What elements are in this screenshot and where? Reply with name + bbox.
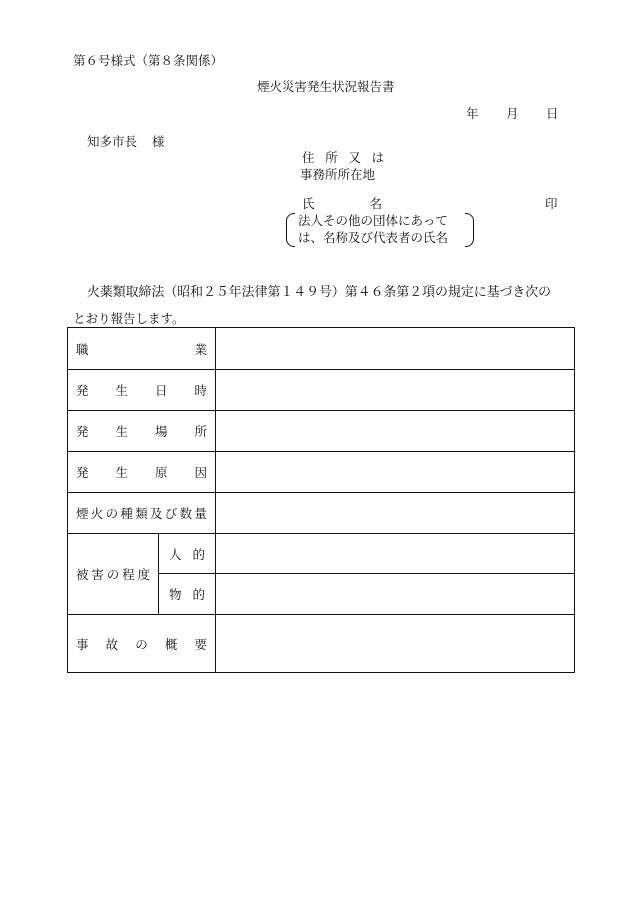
value-date-time[interactable] [216,370,575,411]
char: 生 [115,383,128,398]
body-line2: とおり報告します。 [73,311,185,326]
char: 時 [194,383,207,398]
address-label-line2: 事務所所在地 [300,167,376,182]
date-year-label: 年 [466,106,479,121]
row-summary [68,615,575,673]
char: 度 [137,567,150,582]
seal-mark: 印 [545,196,558,211]
char: の [105,506,119,521]
label-summary [68,615,216,673]
value-occupation[interactable] [216,328,575,370]
left-bracket [286,213,295,247]
addressee-suffix: 様 [152,134,165,149]
char: 発 [76,465,89,480]
value-fireworks-type[interactable] [216,493,575,534]
char: 量 [194,506,207,521]
char: 日 [154,383,168,398]
label-fireworks-type [68,493,216,534]
char: 概 [164,636,178,652]
name-label [302,198,382,211]
char: 被 [76,567,89,582]
char: 及 [149,506,163,521]
char: 数 [179,506,193,521]
addressee-name: 知多市長 [87,134,138,149]
char: 火 [90,506,104,521]
char: び [164,506,178,521]
row-fireworks-type [68,493,575,534]
page-title: 煙火災害発生状況報告書 [257,79,395,94]
char: 場 [154,424,168,439]
char: 種 [120,506,133,521]
label-date-time [68,370,216,411]
row-date-time [68,370,575,411]
char: 故 [105,636,119,652]
char: 業 [194,341,207,357]
row-cause [68,452,575,493]
corp-note-bracket [286,213,474,247]
char: の [135,636,148,652]
label-occupation [68,328,216,370]
corp-note-line1: 法人その他の団体にあって [298,213,448,228]
char: 名 [369,196,382,211]
char: 程 [122,567,135,582]
char: 類 [135,506,148,521]
char: 住 [302,150,315,165]
char: 人 [169,546,182,562]
body-line1: 火薬類取締法（昭和２５年法律第１４９号）第４６条第２項の規定に基づき次の [87,285,552,300]
value-damage-human[interactable] [216,534,575,574]
report-table [67,327,575,673]
char: 職 [76,341,89,357]
row-occupation [68,328,575,370]
label-cause [68,452,216,493]
row-damage-human [68,534,575,574]
row-place [68,411,575,452]
char: の [106,567,120,582]
char: 生 [115,424,128,439]
char: 煙 [76,506,89,521]
char: 生 [115,465,128,480]
char: 氏 [302,196,315,211]
char: 要 [194,636,207,652]
char: 又 [348,150,361,165]
char: は [371,150,384,165]
char: 発 [76,383,89,398]
char: 因 [194,465,207,480]
char: 発 [76,424,89,439]
right-bracket [465,213,474,247]
date-month-label: 月 [506,106,519,121]
label-place [68,411,216,452]
address-label-line1 [302,152,384,165]
char: 的 [192,546,205,562]
char: 所 [325,150,338,165]
char: 害 [91,567,104,582]
date-day-label: 日 [546,106,559,121]
value-cause[interactable] [216,452,575,493]
label-damage-human [159,534,216,574]
label-damage-extent [68,534,159,615]
corp-note-line2: は、名称及び代表者の氏名 [298,230,449,245]
char: 物 [169,587,182,602]
label-damage-property [159,574,216,615]
value-summary[interactable] [216,615,575,673]
char: 事 [76,636,89,652]
char: 的 [192,587,205,602]
char: 所 [194,424,207,439]
value-place[interactable] [216,411,575,452]
value-damage-property[interactable] [216,574,575,615]
char: 原 [154,465,168,480]
form-number: 第６号様式（第８条関係） [73,53,224,68]
